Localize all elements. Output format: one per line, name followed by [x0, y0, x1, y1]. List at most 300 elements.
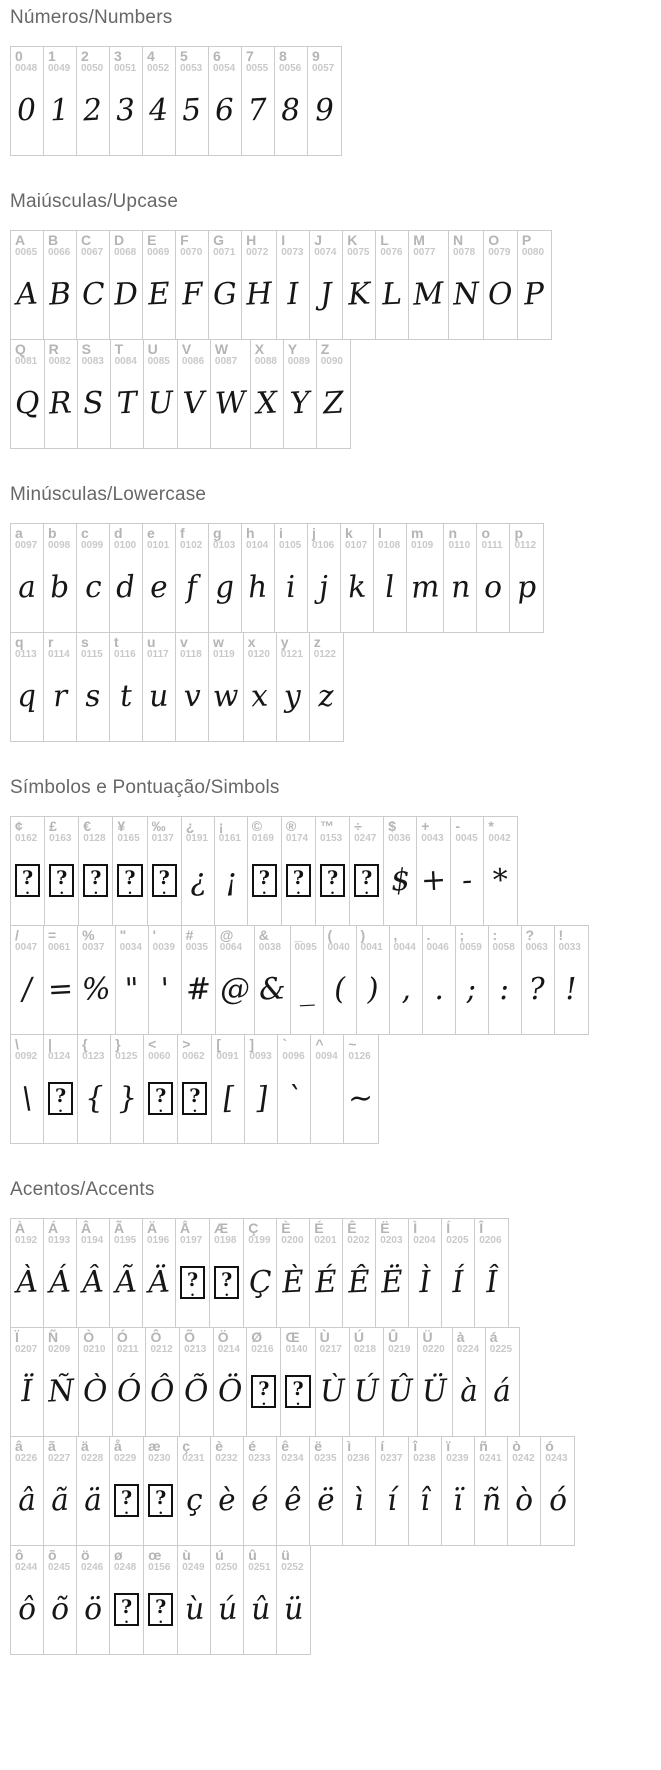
char-label: õ [48, 1547, 57, 1563]
code-label: 0108 [378, 540, 401, 552]
code-label: 0192 [15, 1235, 38, 1247]
char-label: ‰ [151, 818, 166, 834]
char-cell [277, 1219, 310, 1327]
cell-labels [475, 1437, 507, 1465]
cell-labels [374, 524, 406, 552]
char-cell [242, 47, 275, 155]
cell-labels [442, 1219, 474, 1247]
code-label: 0252 [281, 1562, 304, 1574]
glyph-area [144, 1574, 177, 1654]
code-label: 0125 [115, 1051, 138, 1063]
glyph: x [250, 678, 270, 715]
glyph-area [417, 845, 450, 925]
code-label: 0036 [388, 833, 411, 845]
code-label: 0209 [48, 1344, 71, 1356]
glyph: O [487, 276, 514, 313]
cell-labels [477, 524, 509, 552]
glyph: à [458, 1373, 479, 1410]
char-cell [409, 231, 449, 339]
missing-glyph-box: ? . [286, 864, 311, 897]
char-cell [176, 231, 209, 339]
code-label: 0233 [248, 1453, 271, 1465]
cell-labels [44, 47, 76, 75]
code-label: 0191 [185, 833, 208, 845]
glyph: J [319, 276, 334, 313]
glyph-area [343, 1247, 375, 1327]
code-label: 0071 [213, 247, 236, 259]
glyph: Ù [318, 1373, 346, 1410]
char-cell [357, 926, 390, 1034]
glyph-area [44, 552, 76, 632]
cell-labels [475, 1219, 508, 1247]
cell-labels [79, 1328, 112, 1356]
glyph: k [346, 569, 367, 606]
code-label: 0201 [314, 1235, 337, 1247]
char-cell [350, 817, 384, 925]
char-label: a [15, 525, 23, 541]
cell-labels [277, 1546, 310, 1574]
glyph: r [51, 678, 69, 715]
char-label: & [258, 927, 269, 943]
glyph-area [242, 75, 274, 155]
glyph: C [80, 276, 106, 313]
char-label: ` [282, 1036, 288, 1052]
glyph: ñ [480, 1482, 502, 1519]
glyph-area [310, 259, 342, 339]
glyph-area [143, 552, 175, 632]
char-label: l [378, 525, 382, 541]
char-label: 3 [114, 48, 122, 64]
char-label: . [426, 927, 431, 943]
char-label: x [247, 634, 256, 650]
charmap-row [10, 230, 552, 340]
section-title: Símbolos e Pontuação/Simbols [10, 777, 280, 798]
code-label: 0068 [114, 247, 137, 259]
code-label: 0096 [282, 1051, 305, 1063]
cell-labels [275, 47, 307, 75]
glyph-area [390, 954, 422, 1034]
glyph-area [209, 75, 241, 155]
char-label: 1 [48, 48, 56, 64]
glyph: G [212, 276, 238, 313]
glyph: N [452, 276, 481, 313]
glyph-area [281, 1356, 314, 1436]
cell-labels [244, 1546, 276, 1574]
char-label: ë [314, 1438, 323, 1454]
glyph: 8 [280, 92, 302, 129]
charmap-row [10, 339, 351, 449]
code-label: 0100 [114, 540, 137, 552]
glyph-area [350, 1356, 383, 1436]
code-label: 0163 [49, 833, 72, 845]
code-label: 0219 [388, 1344, 411, 1356]
code-label: 0251 [248, 1562, 271, 1574]
char-cell [291, 926, 324, 1034]
char-cell [209, 633, 244, 741]
cell-labels [251, 340, 283, 368]
cell-labels [44, 1035, 77, 1063]
char-cell [182, 926, 216, 1034]
char-cell [113, 817, 147, 925]
glyph-area [182, 845, 214, 925]
glyph-area [244, 1247, 276, 1327]
char-label: è [215, 1438, 224, 1454]
code-label: 0092 [15, 1051, 38, 1063]
code-label: 0095 [294, 942, 317, 954]
glyph: X [255, 385, 279, 422]
char-label: 4 [147, 48, 155, 64]
code-label: 0120 [247, 649, 270, 661]
char-cell [176, 1219, 210, 1327]
code-label: 0244 [15, 1562, 38, 1574]
charmap-row [10, 46, 342, 156]
char-label: ~ [348, 1036, 357, 1052]
code-label: 0052 [147, 63, 170, 75]
char-label: S [81, 341, 91, 357]
glyph-area [555, 954, 588, 1034]
glyph-area [310, 1465, 342, 1545]
code-label: 0226 [15, 1453, 38, 1465]
char-label: u [147, 634, 156, 650]
glyph-area [180, 1356, 213, 1436]
code-label: 0118 [180, 649, 202, 661]
glyph: y [283, 678, 303, 715]
char-cell [277, 1546, 310, 1654]
glyph: Ã [114, 1264, 138, 1301]
char-label: O [488, 232, 500, 248]
glyph-area [316, 1356, 349, 1436]
glyph-area [357, 954, 389, 1034]
code-label: 0087 [214, 356, 238, 368]
char-cell [277, 633, 310, 741]
char-cell [211, 1437, 244, 1545]
char-label: J [314, 232, 323, 248]
char-cell [44, 1035, 78, 1143]
char-label: > [182, 1036, 191, 1052]
glyph: 4 [148, 92, 170, 129]
char-cell [284, 340, 317, 448]
char-label: I [281, 232, 286, 248]
cell-labels [116, 926, 148, 954]
cell-labels [244, 1437, 276, 1465]
glyph-area [116, 954, 148, 1034]
glyph-area [541, 1465, 574, 1545]
cell-labels [291, 926, 323, 954]
char-label: ( [327, 927, 333, 943]
glyph-area [78, 954, 115, 1034]
cell-labels [316, 1328, 349, 1356]
char-label: Í [446, 1220, 451, 1236]
char-label: Ø [251, 1329, 263, 1345]
char-label: f [180, 525, 185, 541]
char-label: ì [347, 1438, 352, 1454]
glyph: b [49, 569, 71, 606]
section-title: Maiúsculas/Upcase [10, 191, 179, 212]
glyph: , [399, 971, 412, 1008]
char-label: ô [15, 1547, 24, 1563]
char-label: @ [219, 927, 234, 943]
glyph: Q [14, 385, 41, 422]
missing-glyph-box: ? . [148, 1593, 173, 1626]
code-label: 0043 [421, 833, 444, 845]
cell-labels [44, 1546, 76, 1574]
glyph: ' [159, 971, 170, 1008]
glyph: j [318, 569, 330, 606]
code-label: 0082 [48, 356, 71, 368]
char-label: ¡ [218, 818, 224, 834]
glyph-area [212, 1063, 244, 1143]
glyph: 9 [314, 92, 335, 129]
glyph-area [44, 1063, 77, 1143]
cell-labels [11, 231, 43, 259]
glyph: 6 [214, 92, 236, 129]
glyph-area [211, 1465, 243, 1545]
char-cell [522, 926, 555, 1034]
char-cell [248, 817, 282, 925]
cell-labels [178, 1437, 210, 1465]
cell-labels [110, 1437, 143, 1465]
glyph-area [344, 1063, 377, 1143]
char-cell [308, 524, 341, 632]
char-label: Õ [184, 1329, 195, 1345]
char-label: 5 [180, 48, 188, 64]
code-label: 0174 [285, 833, 309, 845]
glyph: 2 [82, 92, 104, 129]
glyph: % [81, 971, 112, 1008]
code-label: 0073 [281, 247, 304, 259]
char-label: Ë [380, 1220, 390, 1236]
cell-labels [510, 524, 543, 552]
char-cell [442, 1219, 475, 1327]
cell-labels [484, 817, 517, 845]
glyph-area [350, 845, 383, 925]
code-label: 0243 [545, 1453, 568, 1465]
char-label: í [380, 1438, 385, 1454]
cell-labels [11, 926, 43, 954]
glyph-area [407, 552, 443, 632]
char-label: + [421, 818, 430, 834]
missing-glyph-box: ? . [48, 1082, 73, 1115]
char-cell [44, 47, 77, 155]
cell-labels [113, 817, 146, 845]
cell-labels [45, 340, 77, 368]
missing-glyph-box: ? . [251, 1375, 276, 1408]
code-label: 0206 [479, 1235, 502, 1247]
cell-labels [11, 1035, 43, 1063]
cell-labels [176, 47, 208, 75]
code-label: 0077 [413, 247, 436, 259]
code-label: 0126 [348, 1051, 371, 1063]
cell-labels [44, 1328, 78, 1356]
glyph-area [244, 1465, 276, 1545]
code-label: 0124 [48, 1051, 71, 1063]
char-label: * [488, 818, 494, 834]
code-label: 0203 [380, 1235, 403, 1247]
char-cell [110, 524, 143, 632]
char-cell [508, 1437, 541, 1545]
glyph: I [286, 276, 301, 313]
glyph: q [16, 678, 38, 715]
glyph: 1 [49, 92, 71, 129]
cell-labels [277, 1219, 309, 1247]
cell-labels [110, 1219, 142, 1247]
cell-labels [11, 1546, 43, 1574]
code-label: 0213 [184, 1344, 207, 1356]
char-cell [310, 633, 343, 741]
glyph: ú [216, 1591, 238, 1628]
char-cell [44, 633, 77, 741]
char-cell [374, 524, 407, 632]
cell-labels [209, 524, 241, 552]
cell-labels [310, 231, 342, 259]
char-label: j [312, 525, 316, 541]
cell-labels [409, 1437, 441, 1465]
glyph: g [214, 569, 236, 606]
char-cell [110, 231, 143, 339]
cell-labels [78, 926, 115, 954]
code-label: 0140 [285, 1344, 308, 1356]
code-label: 0161 [218, 833, 241, 845]
char-cell [456, 926, 489, 1034]
char-label: ó [545, 1438, 554, 1454]
glyph-area [384, 1356, 417, 1436]
cell-labels [77, 1219, 109, 1247]
glyph: s [84, 678, 102, 715]
glyph: K [347, 276, 372, 313]
cell-labels [275, 524, 307, 552]
char-label: [ [216, 1036, 222, 1052]
glyph-area [409, 259, 448, 339]
char-cell [541, 1437, 574, 1545]
cell-labels [144, 1546, 177, 1574]
glyph-area [144, 1063, 177, 1143]
char-label: b [48, 525, 57, 541]
cell-labels [143, 524, 175, 552]
glyph: h [247, 569, 269, 606]
char-label: B [48, 232, 59, 248]
char-cell [442, 1437, 475, 1545]
char-label: o [481, 525, 491, 541]
glyph: ? [528, 971, 547, 1008]
char-label: " [119, 927, 127, 943]
char-label: Â [81, 1220, 92, 1236]
glyph-area [45, 368, 77, 448]
char-cell [277, 231, 310, 339]
cell-labels [390, 926, 422, 954]
glyph: l [384, 569, 396, 606]
code-label: 0218 [353, 1344, 377, 1356]
char-cell [148, 817, 182, 925]
section-rows [10, 46, 653, 156]
cell-labels [77, 231, 109, 259]
code-label: 0106 [312, 540, 335, 552]
cell-labels [308, 524, 340, 552]
glyph: ï [452, 1482, 464, 1519]
char-cell [275, 47, 308, 155]
glyph-area [324, 954, 356, 1034]
cell-labels [11, 817, 44, 845]
code-label: 0238 [413, 1453, 436, 1465]
char-cell [116, 926, 149, 1034]
glyph-area [77, 1247, 109, 1327]
charmap-row [10, 1545, 311, 1655]
cell-labels [182, 817, 214, 845]
char-cell [44, 1437, 77, 1545]
glyph-area [251, 368, 283, 448]
char-cell [344, 1035, 377, 1143]
cell-labels [211, 1546, 243, 1574]
char-label: : [492, 927, 498, 943]
cell-labels [277, 1437, 309, 1465]
char-cell [110, 1219, 143, 1327]
char-label: Ô [150, 1329, 162, 1345]
char-label: L [380, 232, 389, 248]
glyph-area [423, 954, 455, 1034]
char-cell [486, 1328, 519, 1436]
glyph: e [149, 569, 169, 606]
code-label: 0046 [426, 942, 449, 954]
glyph: î [419, 1482, 431, 1519]
char-cell [211, 1546, 244, 1654]
char-cell [149, 926, 182, 1034]
char-cell [510, 524, 543, 632]
glyph-area [178, 368, 210, 448]
char-label: e [147, 525, 155, 541]
glyph: $ [389, 862, 411, 899]
cell-labels [176, 524, 208, 552]
char-cell [409, 1219, 442, 1327]
char-label: ï [446, 1438, 451, 1454]
char-cell [44, 231, 77, 339]
char-label: } [115, 1036, 121, 1052]
glyph: d [115, 569, 137, 606]
char-cell [278, 1035, 311, 1143]
section-rows [10, 816, 653, 1144]
cell-labels [211, 340, 250, 368]
char-cell [77, 633, 110, 741]
glyph: ç [184, 1482, 204, 1519]
glyph-area [77, 661, 109, 741]
glyph: E [147, 276, 171, 313]
cell-labels [311, 1035, 343, 1063]
char-cell [484, 817, 517, 925]
code-label: 0231 [182, 1453, 205, 1465]
char-cell [209, 231, 242, 339]
glyph-area [110, 661, 142, 741]
glyph: ! [564, 971, 578, 1008]
char-label: _ [294, 927, 303, 943]
char-label: 2 [81, 48, 89, 64]
glyph-area [310, 661, 343, 741]
glyph: ] [254, 1080, 269, 1117]
glyph-area [442, 1247, 474, 1327]
code-label: 0165 [117, 833, 140, 845]
char-label: ø [114, 1547, 123, 1563]
code-label: 0048 [15, 63, 38, 75]
char-cell [244, 1546, 277, 1654]
cell-labels [316, 817, 349, 845]
glyph: é [250, 1482, 271, 1519]
missing-glyph-box: ? . [252, 864, 277, 897]
glyph-area [409, 1247, 441, 1327]
char-cell [211, 340, 251, 448]
code-label: 0093 [249, 1051, 272, 1063]
code-label: 0225 [489, 1344, 513, 1356]
char-label: m [411, 525, 424, 541]
glyph: m [410, 569, 441, 606]
char-cell [343, 1219, 376, 1327]
glyph: Â [81, 1264, 105, 1301]
